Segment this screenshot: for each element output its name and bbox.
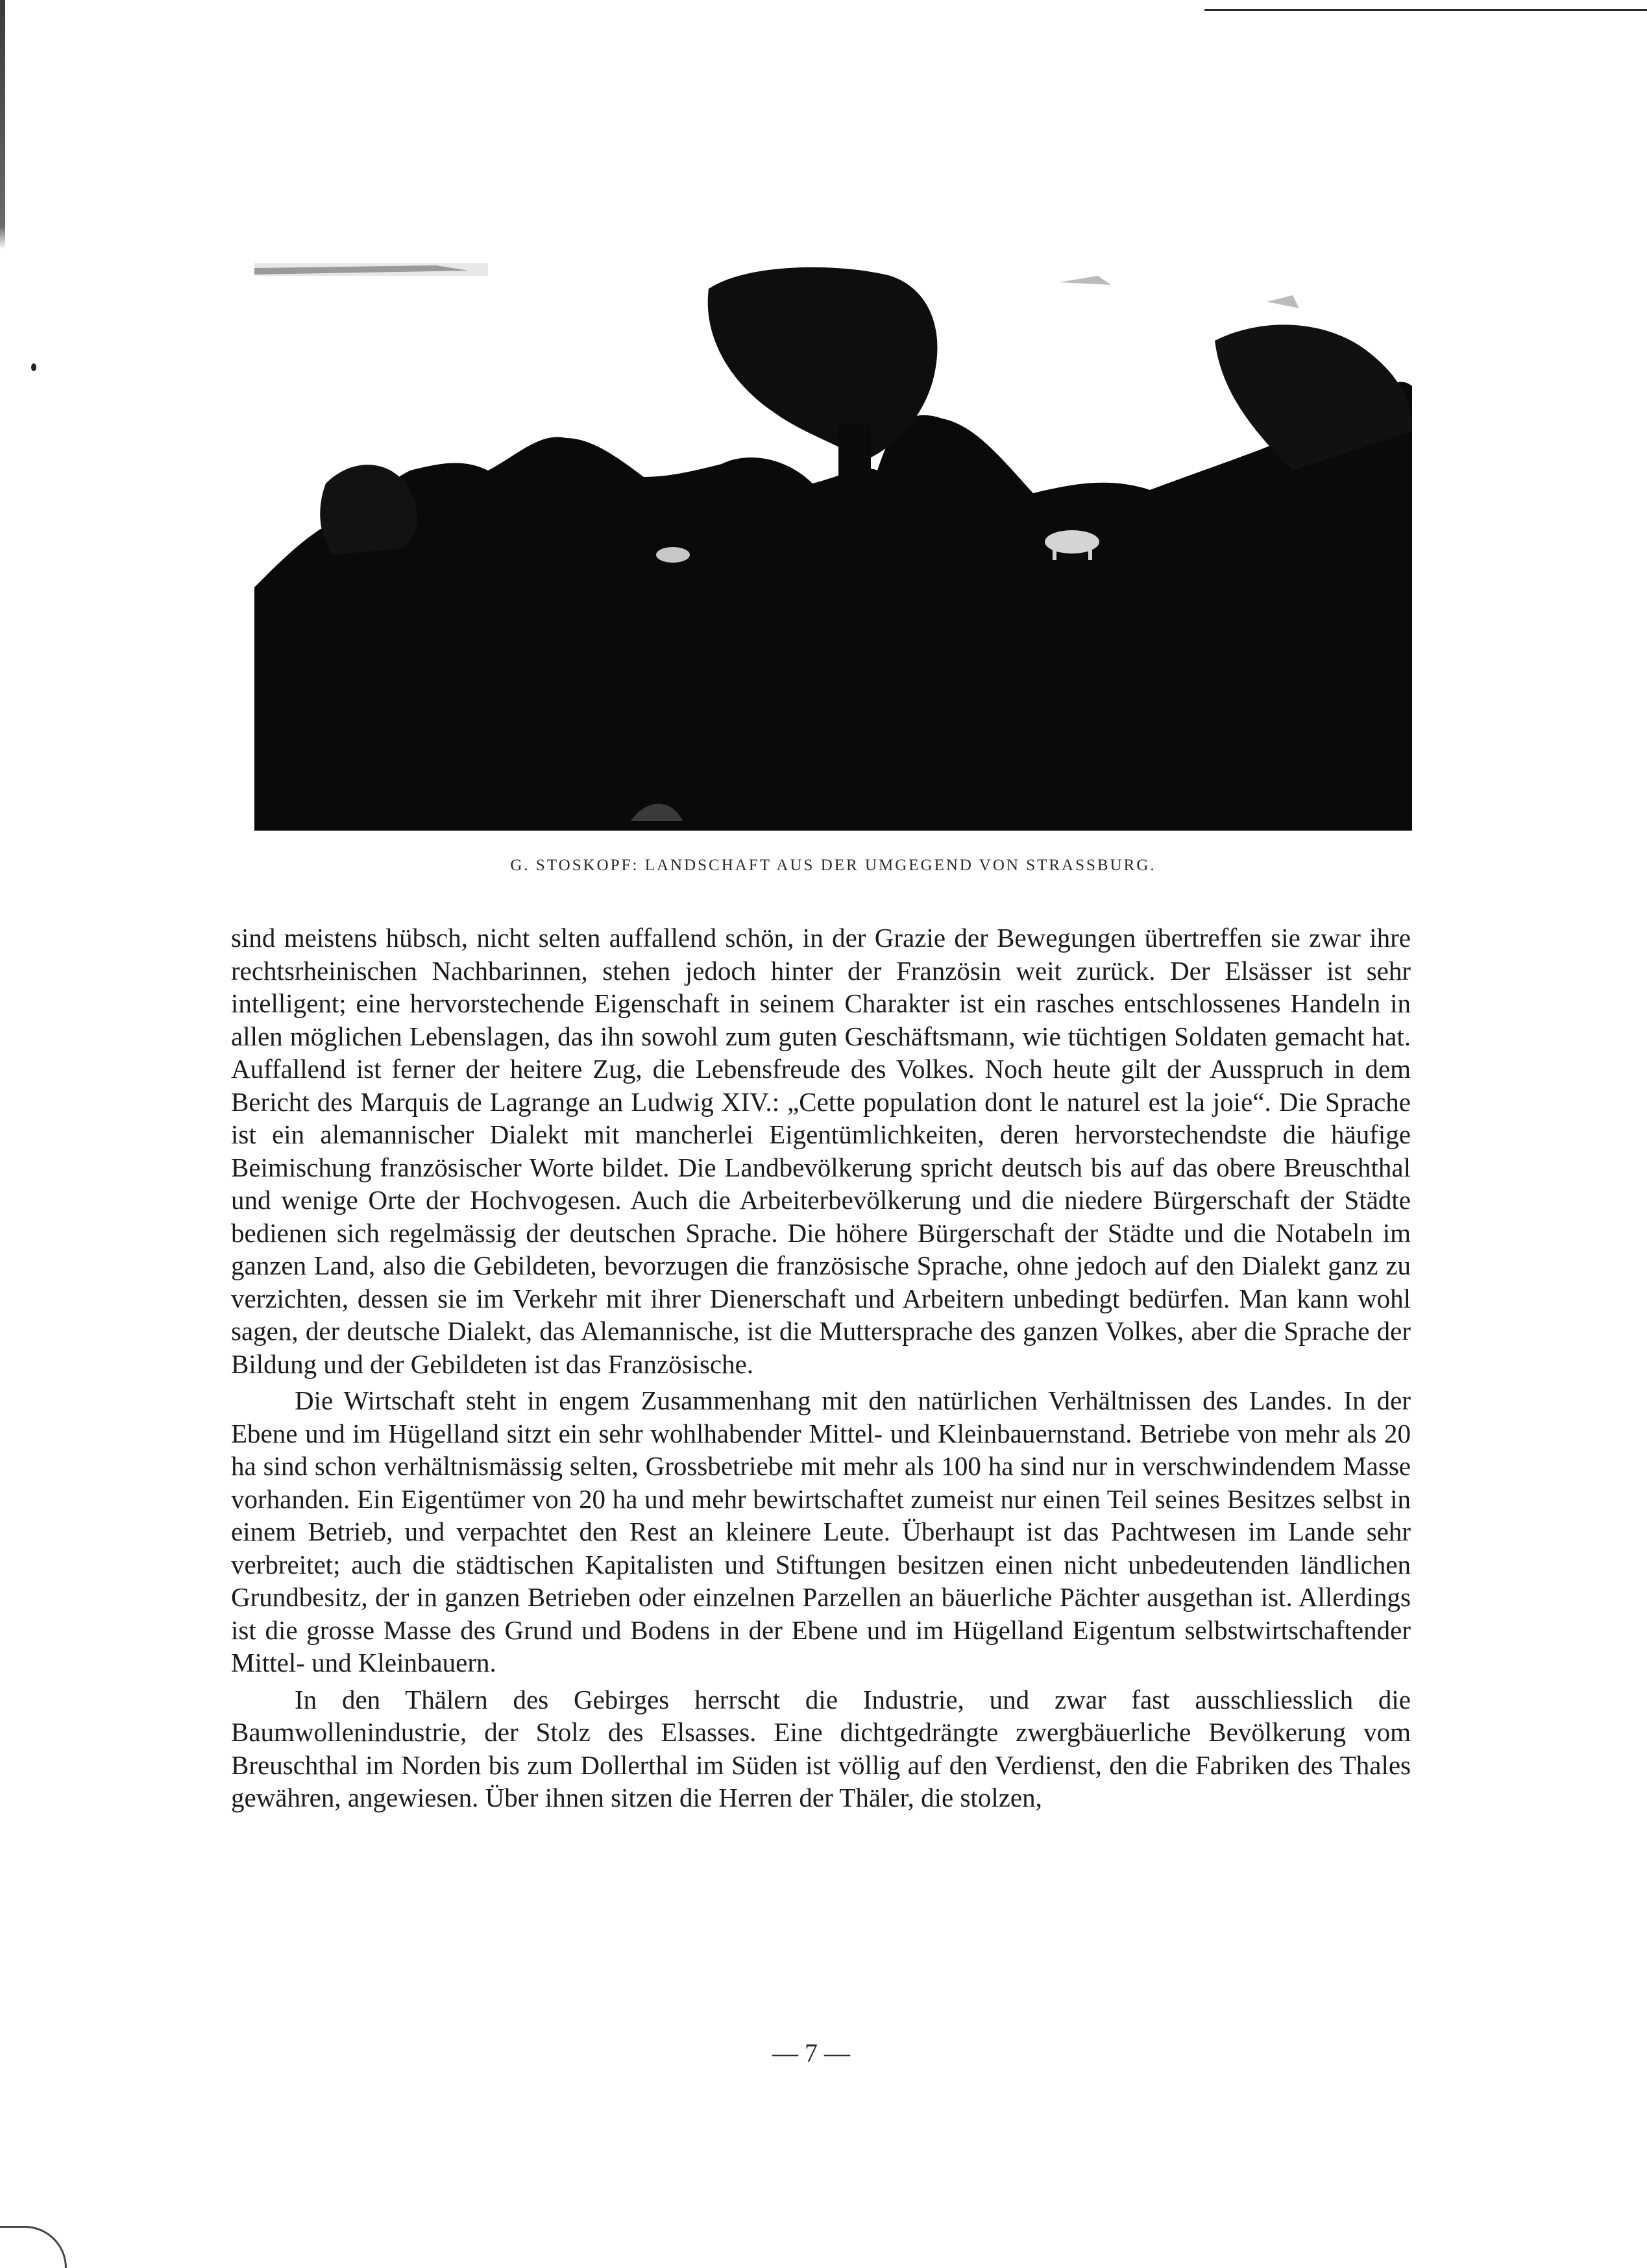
paragraph-1: sind meistens hübsch, nicht selten auffallend schön, in der Grazie der Bewegungen übertreffen sie zwar ihre rechtsrheinischen Nachbarinnen, stehen jedoch hinter der Französin weit zurück. Der Elsässer ist sehr intelligent; eine hervorstechende Eigenschaft in seinem Charakter ist ein rasches entschlossenes Handeln in allen möglichen Lebenslagen, das ihn sowohl zum guten Geschäftsmann, wie tüchtigen Soldaten gemacht hat. Auffallend ist ferner der heitere Zug, die Lebensfreude des Volkes. Noch heute gilt der Ausspruch in dem Bericht des Marquis de Lagrange an Ludwig XIV.: „Cette population dont le naturel est la joie“. Die Sprache ist ein alemannischer Dialekt mit mancherlei Eigentümlichkeiten, deren hervorstechendste die häufige Beimischung französischer Worte bildet. Die Landbevölkerung spricht deutsch bis auf das obere Breuschthal und wenige Orte der Hochvogesen. Auch die Arbeiterbevölkerung und die niedere Bürgerschaft der Städte bedienen sich regelmässig der deutschen Sprache. Die höhere Bürgerschaft der Städte und die Notabeln im ganzen Land, also die Gebildeten, bevorzugen die französische Sprache, ohne jedoch auf den Dialekt ganz zu verzichten, dessen sie im Verkehr mit ihrer Dienerschaft und Arbeitern unbedingt bedürfen. Man kann wohl sagen, der deutsche Dialekt, das Alemannische, ist die Muttersprache des ganzen Volkes, aber die Sprache der Bildung und der Gebildeten ist das Französische. [231, 923, 1411, 1379]
figure-caption: G. STOSKOPF: LANDSCHAFT AUS DER UMGEGEND VON STRASSBURG. [510, 857, 1156, 874]
scan-edge-left [0, 0, 5, 2266]
scan-speck [31, 363, 36, 371]
landscape-illustration [254, 263, 1412, 831]
scan-corner-curl [0, 2226, 67, 2268]
page-number: — 7 — [772, 2038, 850, 2067]
paragraph-3: In den Thälern des Gebirges herrscht die Industrie, und zwar fast ausschliesslich die Baumwollenindustrie, der Stolz des Elsasses. Eine dichtgedrängte zwergbäuerliche Bevölkerung vom Breuschthal im Norden bis zum Dollerthal im Süden ist völlig auf den Verdienst, den die Fabriken des Thales gewähren, angewiesen. Über ihnen sitzen die Herren der Thäler, die stolzen, [231, 1684, 1411, 1812]
scan-rule-top [1204, 9, 1647, 11]
landscape-drawing [254, 263, 1412, 831]
body-text [231, 921, 1411, 1814]
paragraph-2: Die Wirtschaft steht in engem Zusammenhang mit den natürlichen Verhältnissen des Landes. In der Ebene und im Hügelland sitzt ein sehr wohlhabender Mittel- und Kleinbauernstand. Betriebe von mehr als 20 ha sind schon verhältnismässig selten, Grossbetriebe mit mehr als 100 ha sind nur in verschwindendem Masse vorhanden. Ein Eigentümer von 20 ha und mehr bewirtschaftet zumeist nur einen Teil seines Besitzes selbst in einem Betrieb, und verpachtet den Rest an kleinere Leute. Überhaupt ist das Pachtwesen im Lande sehr verbreitet; auch die städtischen Kapitalisten und Stiftungen besitzen einen nicht unbedeutenden ländlichen Grundbesitz, der in ganzen Betrieben oder einzelnen Parzellen an bäuerliche Pächter ausgethan ist. Allerdings ist die grosse Masse des Grund und Bodens in der Ebene und im Hügelland Eigentum selbstwirtschaftender Mittel- und Kleinbauern. [231, 1385, 1411, 1677]
